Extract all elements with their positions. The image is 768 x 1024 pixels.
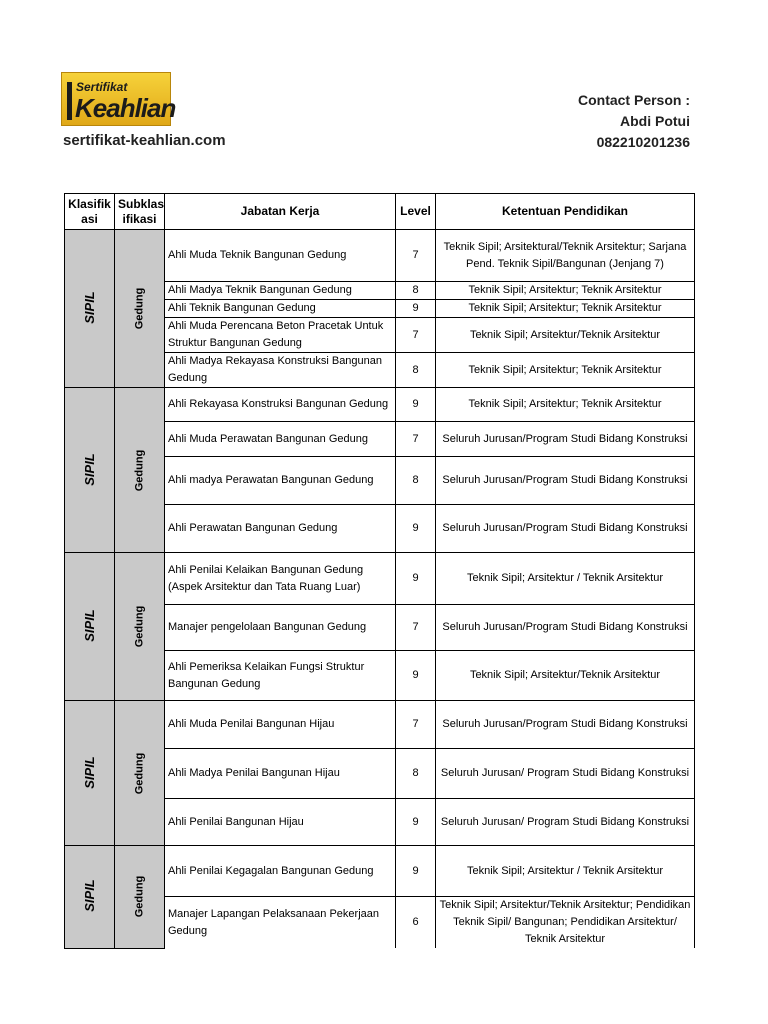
pendidikan-cell: Teknik Sipil; Arsitektur / Teknik Arsitektur: [436, 553, 695, 605]
subklasifikasi-label: Gedung: [133, 287, 145, 330]
sertifikat-keahlian-logo: [61, 72, 176, 126]
pendidikan-cell: Teknik Sipil; Arsitektur; Teknik Arsitektur: [436, 353, 695, 388]
jabatan-cell: Ahli Madya Rekayasa Konstruksi Bangunan Gedung: [165, 353, 396, 388]
logo-line2: Keahlian: [75, 93, 176, 123]
subklasifikasi-cell: [115, 553, 165, 701]
jabatan-cell: Ahli Madya Teknik Bangunan Gedung: [165, 282, 396, 300]
header-jabatan: Jabatan Kerja: [165, 194, 396, 230]
jabatan-cell: Ahli Teknik Bangunan Gedung: [165, 300, 396, 318]
table-row: [65, 701, 695, 749]
jabatan-cell: Ahli Rekayasa Konstruksi Bangunan Gedung: [165, 388, 396, 422]
pendidikan-cell: Seluruh Jurusan/Program Studi Bidang Konstruksi: [436, 457, 695, 505]
pendidikan-cell: Seluruh Jurusan/Program Studi Bidang Konstruksi: [436, 605, 695, 651]
klasifikasi-cell: [65, 701, 115, 846]
jabatan-cell: Ahli Penilai Kegagalan Bangunan Gedung: [165, 846, 396, 897]
level-cell: 7: [396, 605, 436, 651]
jabatan-cell: Manajer Lapangan Pelaksanaan Pekerjaan Gedung: [165, 897, 396, 949]
jabatan-cell: Ahli madya Perawatan Bangunan Gedung: [165, 457, 396, 505]
subklasifikasi-label: Gedung: [133, 875, 145, 918]
jabatan-cell: Ahli Pemeriksa Kelaikan Fungsi Struktur Bangunan Gedung: [165, 651, 396, 701]
level-cell: 9: [396, 300, 436, 318]
level-cell: 7: [396, 701, 436, 749]
jabatan-cell: Ahli Penilai Bangunan Hijau: [165, 799, 396, 846]
header-level: Level: [396, 194, 436, 230]
pendidikan-cell: Seluruh Jurusan/ Program Studi Bidang Konstruksi: [436, 749, 695, 799]
header-subklasifikasi: Subklas ifikasi: [115, 194, 165, 230]
logo-line1: Sertifikat: [76, 80, 128, 94]
contact-block: [578, 90, 690, 153]
pendidikan-cell: Teknik Sipil; Arsitektur/Teknik Arsitektur: [436, 651, 695, 701]
jabatan-cell: Ahli Perawatan Bangunan Gedung: [165, 505, 396, 553]
header-klasifikasi: Klasifik asi: [65, 194, 115, 230]
level-cell: 8: [396, 749, 436, 799]
pendidikan-cell: Teknik Sipil; Arsitektural/Teknik Arsitektur; Sarjana Pend. Teknik Sipil/Bangunan (Jenjang 7): [436, 230, 695, 282]
subklasifikasi-cell: [115, 388, 165, 553]
pendidikan-cell: Teknik Sipil; Arsitektur; Teknik Arsitektur: [436, 300, 695, 318]
pendidikan-cell: Teknik Sipil; Arsitektur; Teknik Arsitektur: [436, 282, 695, 300]
contact-label: Contact Person :: [577, 92, 690, 108]
klasifikasi-label: SIPIL: [81, 755, 97, 789]
pendidikan-cell: Seluruh Jurusan/ Program Studi Bidang Konstruksi: [436, 799, 695, 846]
level-cell: 7: [396, 318, 436, 353]
jabatan-cell: Ahli Muda Perencana Beton Pracetak Untuk Struktur Bangunan Gedung: [165, 318, 396, 353]
klasifikasi-label: SIPIL: [81, 879, 97, 913]
level-cell: 9: [396, 799, 436, 846]
level-cell: 9: [396, 846, 436, 897]
subklasifikasi-label: Gedung: [133, 605, 145, 648]
klasifikasi-cell: [65, 230, 115, 388]
website-text: sertifikat-keahlian.com: [63, 132, 226, 149]
pendidikan-cell: Teknik Sipil; Arsitektur/Teknik Arsitektur: [436, 318, 695, 353]
klasifikasi-cell: [65, 388, 115, 553]
level-cell: 7: [396, 230, 436, 282]
jabatan-cell: Manajer pengelolaan Bangunan Gedung: [165, 605, 396, 651]
subklasifikasi-cell: [115, 846, 165, 949]
subklasifikasi-cell: [115, 230, 165, 388]
level-cell: 7: [396, 422, 436, 457]
subklasifikasi-label: Gedung: [133, 449, 145, 491]
table-body: [65, 230, 695, 949]
jabatan-cell: Ahli Madya Penilai Bangunan Hijau: [165, 749, 396, 799]
subklasifikasi-label: Gedung: [133, 752, 145, 794]
table-row: [65, 846, 695, 897]
level-cell: 9: [396, 651, 436, 701]
level-cell: 9: [396, 388, 436, 422]
level-cell: 9: [396, 553, 436, 605]
level-cell: 8: [396, 282, 436, 300]
jabatan-cell: Ahli Muda Teknik Bangunan Gedung: [165, 230, 396, 282]
klasifikasi-label: SIPIL: [81, 291, 97, 324]
klasifikasi-cell: [65, 553, 115, 701]
table-row: [65, 230, 695, 282]
pendidikan-cell: Seluruh Jurusan/Program Studi Bidang Konstruksi: [436, 505, 695, 553]
level-cell: 9: [396, 505, 436, 553]
jabatan-table: [64, 193, 695, 949]
level-cell: 8: [396, 457, 436, 505]
header-pendidikan: Ketentuan Pendidikan: [436, 194, 695, 230]
jabatan-cell: Ahli Penilai Kelaikan Bangunan Gedung (Aspek Arsitektur dan Tata Ruang Luar): [165, 553, 396, 605]
klasifikasi-cell: [65, 846, 115, 949]
pendidikan-cell: Teknik Sipil; Arsitektur/Teknik Arsitektur; Pendidikan Teknik Sipil/ Bangunan; Pendidikan Arsitektur/ Teknik Arsitektur: [436, 897, 695, 949]
table-row: [65, 553, 695, 605]
subklasifikasi-cell: [115, 701, 165, 846]
pendidikan-cell: Seluruh Jurusan/Program Studi Bidang Konstruksi: [436, 701, 695, 749]
pendidikan-cell: Teknik Sipil; Arsitektur / Teknik Arsitektur: [436, 846, 695, 897]
klasifikasi-label: SIPIL: [81, 452, 97, 486]
contact-name: Abdi Potui: [620, 113, 690, 129]
table-row: [65, 388, 695, 422]
pendidikan-cell: Seluruh Jurusan/Program Studi Bidang Konstruksi: [436, 422, 695, 457]
logo-bar: [67, 82, 72, 120]
jabatan-cell: Ahli Muda Perawatan Bangunan Gedung: [165, 422, 396, 457]
contact-phone: 082210201236: [596, 134, 690, 150]
level-cell: 8: [396, 353, 436, 388]
pendidikan-cell: Teknik Sipil; Arsitektur; Teknik Arsitektur: [436, 388, 695, 422]
jabatan-cell: Ahli Muda Penilai Bangunan Hijau: [165, 701, 396, 749]
level-cell: 6: [396, 897, 436, 949]
table-header-row: [65, 194, 695, 230]
klasifikasi-label: SIPIL: [81, 609, 97, 642]
